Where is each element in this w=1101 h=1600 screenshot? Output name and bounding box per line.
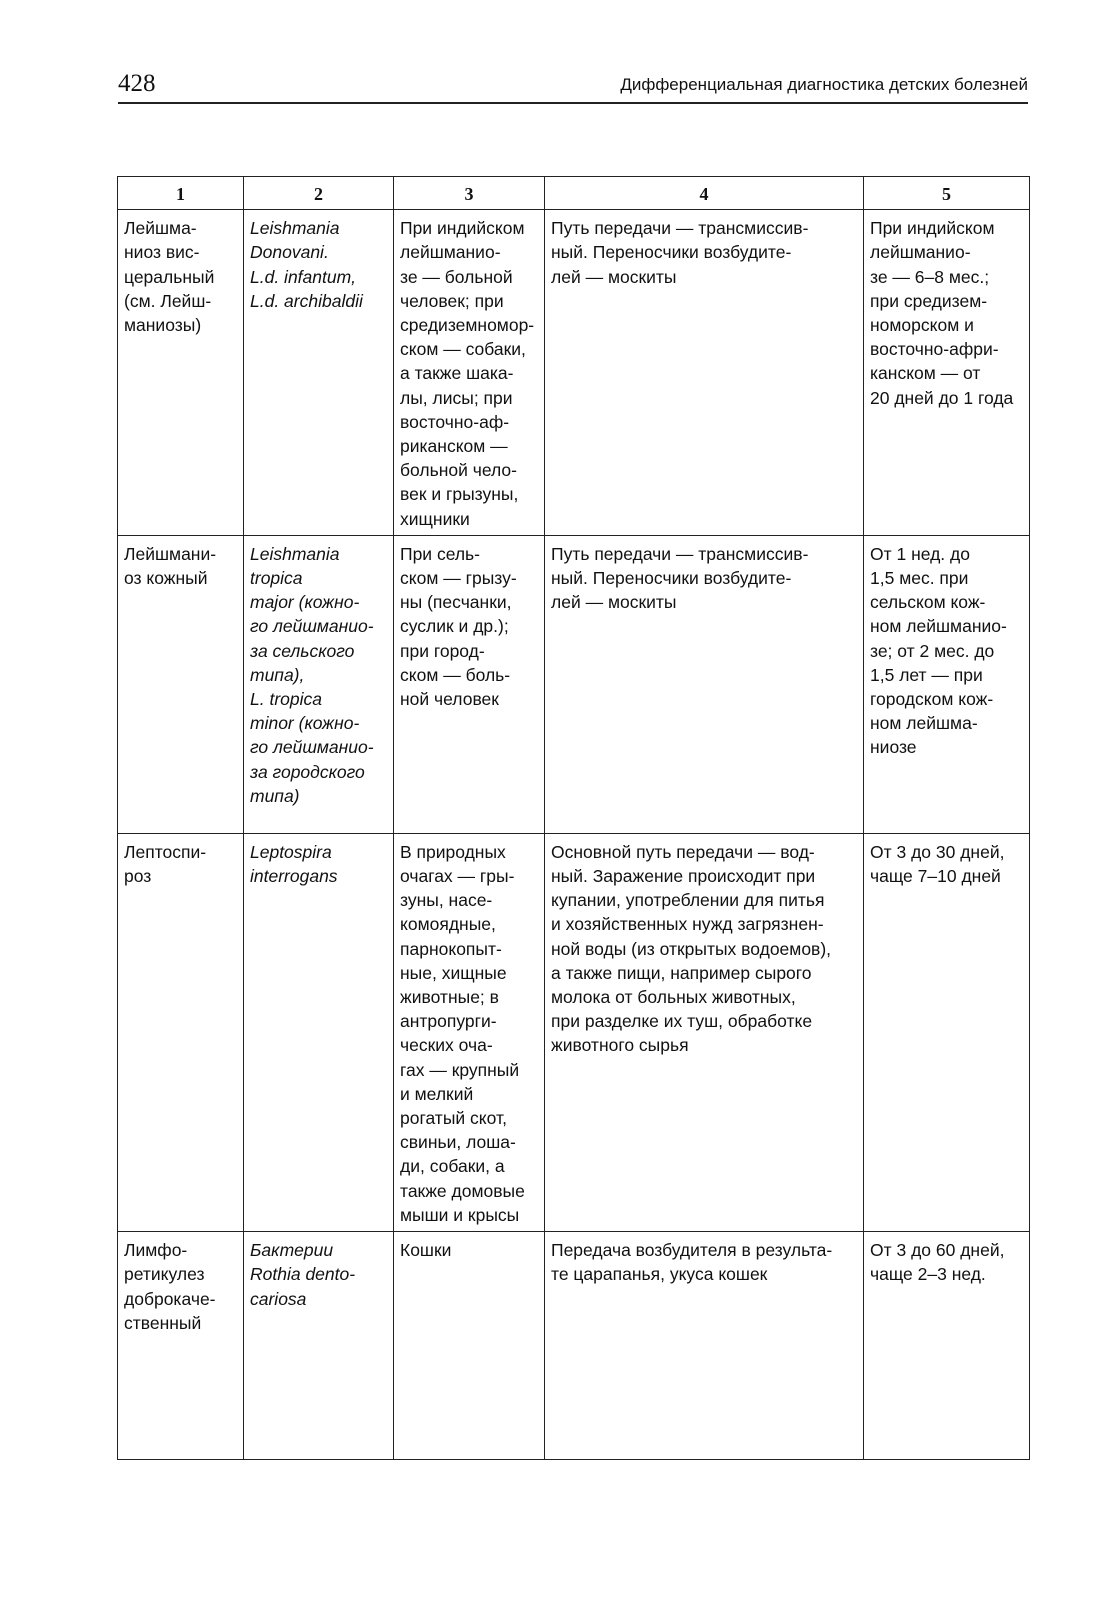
column-header-1: 1 [118, 177, 244, 210]
incubation-period: От 3 до 60 дней, чаще 2–3 нед. [864, 1232, 1030, 1460]
table-row [118, 210, 1030, 536]
disease-table [117, 176, 1030, 1460]
transmission-route: Передача возбудителя в результа- те царапанья, укуса кошек [545, 1232, 864, 1460]
pathogen: Leishmania tropica major (кожно- го лейшманио- за сельского типа), L. tropica minor (кожно- го лейшманио- за городского типа) [244, 535, 394, 833]
incubation-period: От 1 нед. до 1,5 мес. при сельском кож- ном лейшманио- зе; от 2 мес. до 1,5 лет — при городском кож- ном лейшма- ниозе [864, 535, 1030, 833]
infection-source: При индийском лейшманио- зе — больной человек; при средиземномор- ском — собаки, а также шака- лы, лисы; при восточно-аф- риканском — больной чело- век и грызуны, хищники [394, 210, 545, 536]
incubation-period: От 3 до 30 дней, чаще 7–10 дней [864, 833, 1030, 1231]
transmission-route: Путь передачи — трансмиссив- ный. Переносчики возбудите- лей — москиты [545, 210, 864, 536]
pathogen: Бактерии Rothia dento- cariosa [244, 1232, 394, 1460]
infection-source: При сель- ском — грызу- ны (песчанки, суслик и др.); при город- ском — боль- ной человек [394, 535, 545, 833]
column-header-5: 5 [864, 177, 1030, 210]
incubation-period: При индийском лейшманио- зе — 6–8 мес.; при средизем- номорском и восточно-афри- канском — от 20 дней до 1 года [864, 210, 1030, 536]
pathogen: Leishmania Donovani. L.d. infantum, L.d. archibaldii [244, 210, 394, 536]
column-header-4: 4 [545, 177, 864, 210]
infection-source: Кошки [394, 1232, 545, 1460]
table-row [118, 535, 1030, 833]
disease-name: Лейшмани- оз кожный [118, 535, 244, 833]
table-row [118, 1232, 1030, 1460]
transmission-route: Путь передачи — трансмиссив- ный. Переносчики возбудите- лей — москиты [545, 535, 864, 833]
transmission-route: Основной путь передачи — вод- ный. Заражение происходит при купании, употреблении для питья и хозяйственных нужд загрязнен- ной воды (из открытых водоемов), а также пищи, например сырого молока от больных животных, при разделке их туш, обработке животного сырья [545, 833, 864, 1231]
table-row [118, 833, 1030, 1231]
pathogen: Leptospira interrogans [244, 833, 394, 1231]
column-header-2: 2 [244, 177, 394, 210]
page-header [118, 70, 1028, 104]
disease-name: Лептоспи- роз [118, 833, 244, 1231]
page-number: 428 [118, 70, 156, 97]
table-header-row [118, 177, 1030, 210]
infection-source: В природных очагах — гры- зуны, насе- комоядные, парнокопыт- ные, хищные животные; в антропурги- ческих оча- гах — крупный и мелкий рогатый скот, свиньи, лоша- ди, собаки, а также домовые мыши и крысы [394, 833, 545, 1231]
disease-name: Лейшма- ниоз вис- церальный (см. Лейш- маниозы) [118, 210, 244, 536]
running-title: Дифференциальная диагностика детских болезней [620, 75, 1028, 94]
column-header-3: 3 [394, 177, 545, 210]
disease-name: Лимфо- ретикулез доброкаче- ственный [118, 1232, 244, 1460]
